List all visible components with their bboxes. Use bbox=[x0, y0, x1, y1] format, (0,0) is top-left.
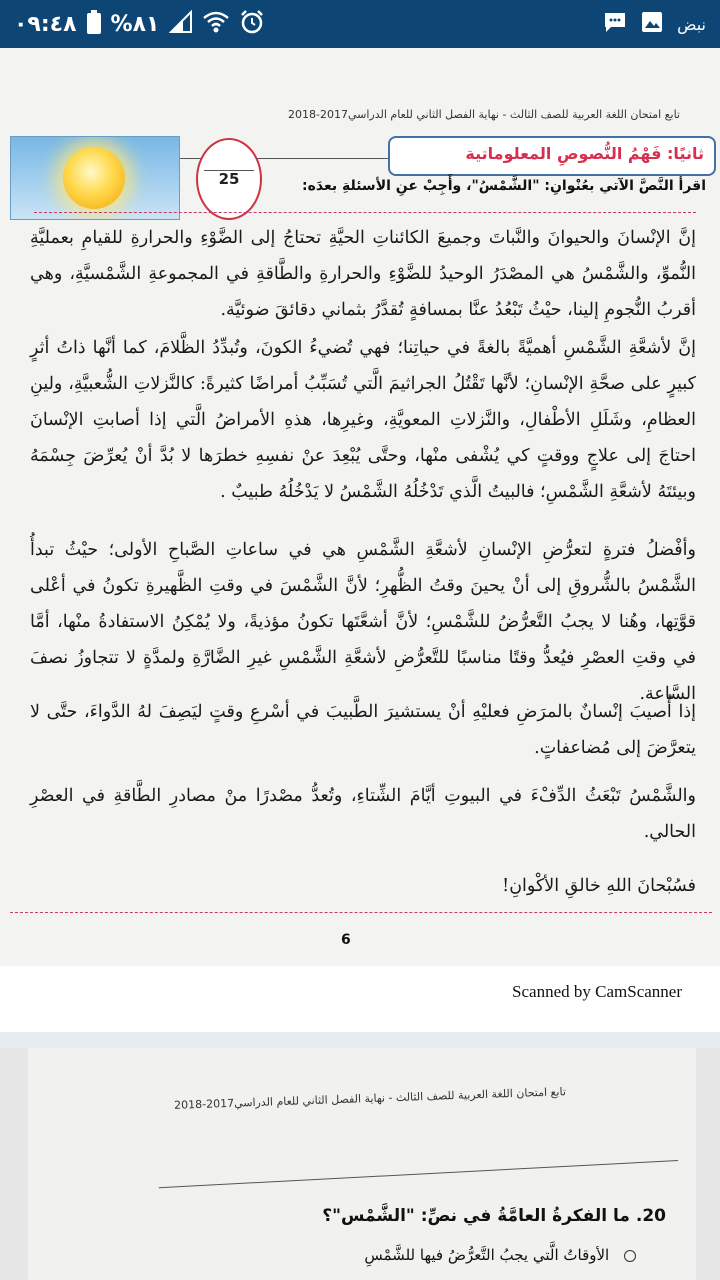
sun-illustration bbox=[10, 136, 180, 220]
exam-header-2: تابع امتحان اللغة العربية للصف الثالث - نهاية الفصل الثاني للعام الدراسي2017-2018 bbox=[173, 1085, 567, 1112]
scanner-watermark: Scanned by CamScanner bbox=[512, 982, 682, 1001]
battery-percent: %٨١ bbox=[110, 11, 160, 37]
paragraph-2: إنَّ لأشعَّةِ الشَّمْسِ أهميَّةً بالغةً في حياتِنا؛ فهي تُضيءُ الكونَ، وتُبدِّدُ الظَّلامَ، كما أنَّها ذاتُ أثرٍ كبيرٍ على صحَّةِ الإنْسانِ؛ لأنَّها تَقْتُلُ الجراثيمَ الَّتي تُسَبِّبُ أمراضًا كثيرةً: كالنَّزلاتِ الشُّعبيَّةِ، ولينِ العظامِ، وشَلَلِ الأطْفالِ، والنَّزلاتِ المعويَّةِ، وغيرِها، هذهِ الأمراضُ الَّتي إذا أصابتِ الإنْسانَ احتاجَ إلى علاجٍ ووقتٍ كي يُشْفى منْها، وحتَّى يُبْعِدَ عنْ نفسِهِ خطرَها لا بُدَّ أنْ يُعرِّضَ جِسْمَهُ وبيئتَهُ لأشعَّةِ الشَّمْسِ؛ فالبيتُ الَّذي تَدْخُلُهُ الشَّمْسُ لا يَدْخُلُهُ طبيبٌ . bbox=[30, 338, 696, 502]
message-icon bbox=[603, 11, 627, 37]
alarm-icon bbox=[239, 9, 265, 39]
paragraph-6: فسُبْحانَ اللهِ خالقِ الأكْوانِ! bbox=[502, 876, 696, 896]
paragraph-3: وأفْضلُ فترةٍ لتعرُّضِ الإنْسانِ لأشعَّةِ الشَّمْسِ هي في ساعاتِ الصَّباحِ الأولى؛ حيْثُ تبدأُ الشَّمْسُ بالشُّروقِ إلى أنْ يحينَ وقتُ الظُّهرِ؛ لأنَّ الشَّمْسَ في وقتِ الظَّهيرةِ تكونُ في أعْلى قوَّتِها، وهُنا لا يجبُ التَّعرُّضُ للشَّمْسِ؛ لأنَّ أشعَّتَها تكونُ مؤذيةً، ولا يُمْكِنُ الاستفادةُ منْها، أمَّا في وقتِ العصْرِ فيُعدُّ وقتًا مناسبًا للتَّعرُّضِ لأشعَّةِ الشَّمْسِ غيرِ الضَّارَّةِ ولمدَّةٍ لا تتجاوزُ نصفَ السَّاعة. bbox=[30, 540, 696, 704]
answer-option-1-label: الأوقاتُ الَّتي يجبُ التَّعرُّضُ فيها للشَّمْسِ bbox=[364, 1246, 610, 1264]
paragraph-4: إذا أُصيبَ إنْسانٌ بالمرَضِ فعليْهِ أنْ يستشيرَ الطَّبيبَ في أسْرعِ وقتٍ ليَصِفَ لهُ الدَّواءَ، حتَّى لا يتعرَّضَ إلى مُضاعفاتٍ. bbox=[30, 702, 696, 758]
answer-option-1[interactable] bbox=[364, 1246, 636, 1264]
carrier-name: نبض bbox=[677, 14, 706, 34]
status-left bbox=[14, 0, 265, 48]
reading-instruction: اقرأ النَّصَّ الآتي بعُنْوانِ: "الشَّمْسُ"، وأَجِبْ عنِ الأسئلةِ بعدَه: bbox=[302, 178, 706, 194]
dashed-border-bottom bbox=[10, 912, 712, 913]
question-20: 20. ما الفكرةُ العامَّةُ في نصِّ: "الشَّمْس"؟ bbox=[322, 1206, 666, 1226]
scanned-page-2 bbox=[28, 1048, 696, 1280]
status-right bbox=[603, 0, 706, 48]
radio-circle-icon[interactable] bbox=[624, 1250, 636, 1262]
signal-icon bbox=[169, 10, 193, 38]
score-total: 25 bbox=[218, 170, 240, 188]
paragraph-1: إنَّ الإنْسانَ والحيوانَ والنَّباتَ وجميعَ الكائناتِ الحيَّةِ تحتاجُ إلى الضَّوْءِ والحرارةِ للقيامِ بعمليَّةِ النُّموِّ، والشَّمْسُ هي المصْدَرُ الوحيدُ للضَّوْءِ والحرارةِ والطَّاقةِ في المجموعةِ الشَّمْسيَّةِ، وهي أقربُ النُّجومِ إلينا، حيْثُ تَبْعُدُ عنَّا بمسافةٍ تُقدَّرُ بثماني دقائقَ ضوئيَّة. bbox=[30, 228, 696, 320]
battery-icon bbox=[87, 10, 101, 38]
dashed-border-top bbox=[34, 212, 696, 213]
score-badge bbox=[196, 138, 262, 220]
scanned-page-1 bbox=[0, 48, 720, 966]
wifi-icon bbox=[203, 10, 229, 38]
page-gap bbox=[0, 1032, 720, 1048]
clock: ٠٩:٤٨ bbox=[14, 11, 77, 37]
page-separator bbox=[0, 966, 720, 1032]
exam-header: تابع امتحان اللغة العربية للصف الثالث - نهاية الفصل الثاني للعام الدراسي2017-2018 bbox=[288, 108, 680, 121]
sun-icon bbox=[63, 147, 125, 209]
gallery-icon bbox=[641, 11, 663, 37]
page-number: 6 bbox=[341, 932, 351, 948]
status-bar bbox=[0, 0, 720, 48]
header-rule-2 bbox=[159, 1160, 678, 1188]
paragraph-5: والشَّمْسُ تَبْعَثُ الدِّفْءَ في البيوتِ أيَّامَ الشِّتاءِ، وتُعدُّ مصْدرًا منْ مصادرِ الطَّاقةِ في العصْرِ الحالي. bbox=[30, 786, 696, 842]
section-title-box bbox=[388, 136, 716, 176]
section-title: ثانيًا: فَهْمُ النُّصوصِ المعلوماتية bbox=[465, 144, 704, 163]
